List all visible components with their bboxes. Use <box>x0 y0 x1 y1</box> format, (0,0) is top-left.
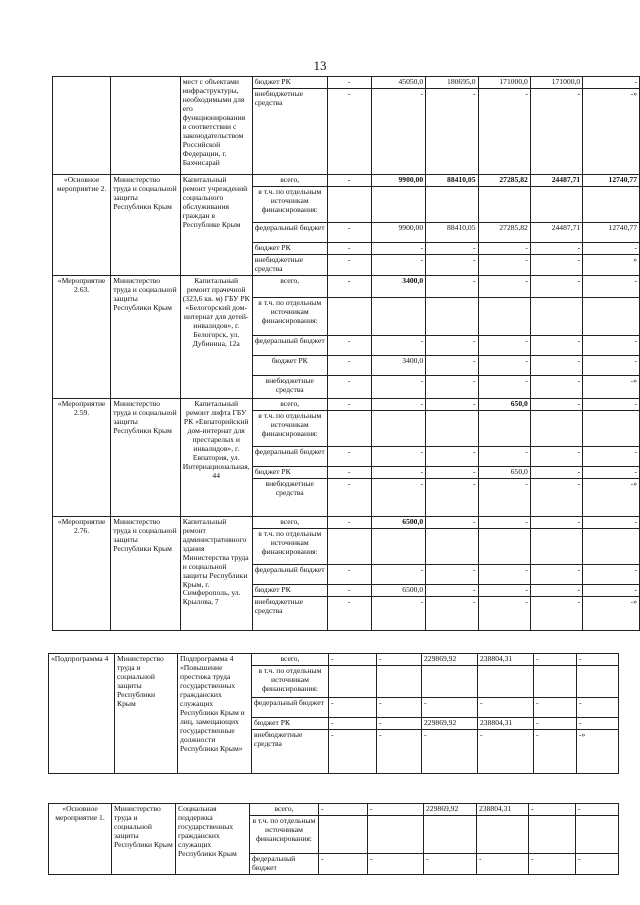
event-code-cell: «Мероприятие 2.59. <box>53 398 111 516</box>
value-cell <box>426 187 478 223</box>
event-name-cell: Капитальный ремонт административного здания Министерства труда и социальной защиты Республики Крым, г. Симферополь, ул. Крылова, 7 <box>180 516 252 630</box>
value-cell: - <box>327 223 371 243</box>
value-cell: 24487,71 <box>530 223 582 243</box>
executor-cell: Министерство труда и социальной защиты Республики Крым <box>111 516 181 630</box>
value-cell: 9900,00 <box>371 223 426 243</box>
value-cell: 27285,82 <box>478 175 530 187</box>
value-cell: - <box>327 564 371 584</box>
value-cell: - <box>426 335 478 355</box>
value-cell <box>583 187 640 223</box>
value-cell: - <box>583 77 640 89</box>
value-cell <box>583 410 640 446</box>
source-cell: федеральный бюджет <box>252 698 329 718</box>
event-code-cell: «Основное мероприятие 2. <box>53 175 111 276</box>
value-cell: - <box>371 243 426 255</box>
value-cell: - <box>583 355 640 375</box>
value-cell: - <box>583 466 640 478</box>
value-cell: - <box>529 854 576 875</box>
value-cell <box>530 410 582 446</box>
value-cell: - <box>426 255 478 276</box>
value-cell: 3400,0 <box>371 275 426 297</box>
value-cell: - <box>329 718 377 730</box>
value-cell: - <box>371 89 426 175</box>
table-row <box>53 175 640 187</box>
value-cell: - <box>478 596 530 630</box>
value-cell: - <box>583 446 640 466</box>
value-cell: - <box>583 243 640 255</box>
value-cell: 650,0 <box>478 398 530 410</box>
value-cell: - <box>477 854 529 875</box>
value-cell: - <box>319 854 368 875</box>
financing-table-main-event-1 <box>48 803 619 875</box>
value-cell: - <box>327 255 371 276</box>
value-cell <box>478 410 530 446</box>
table-row <box>53 398 640 410</box>
source-cell: бюджет РК <box>252 243 327 255</box>
value-cell: 238804,31 <box>477 804 529 816</box>
value-cell: -» <box>583 375 640 398</box>
value-cell: - <box>377 654 422 666</box>
value-cell <box>327 297 371 335</box>
value-cell: - <box>377 730 422 774</box>
event-name-cell: Капитальный ремонт учреждений социального обслуживания граждан в Республике Крым <box>180 175 252 276</box>
source-cell: бюджет РК <box>252 466 327 478</box>
value-cell: - <box>530 255 582 276</box>
source-cell: внебюджетные средства <box>252 375 327 398</box>
value-cell: 650,0 <box>478 466 530 478</box>
value-cell: - <box>426 89 478 175</box>
event-name-cell: мест с объектами инфраструктуры, необходимыми для его функционирования в соответствии с законодательством Российской Федерации, г. Бахчисарай <box>180 77 252 175</box>
value-cell: - <box>530 275 582 297</box>
source-cell: в т.ч. по отдельным источникам финансирования: <box>252 528 327 564</box>
value-cell: - <box>319 804 368 816</box>
value-cell: - <box>377 718 422 730</box>
source-cell: федеральный бюджет <box>252 446 327 466</box>
event-code-cell: «Подпрограмма 4 <box>49 654 115 774</box>
value-cell: - <box>478 89 530 175</box>
value-cell: - <box>371 335 426 355</box>
value-cell: - <box>329 730 377 774</box>
value-cell: - <box>327 77 371 89</box>
value-cell: - <box>534 654 577 666</box>
source-cell: всего, <box>252 175 327 187</box>
value-cell: - <box>426 516 478 528</box>
value-cell <box>478 297 530 335</box>
value-cell: 238804,31 <box>478 654 534 666</box>
value-cell <box>377 666 422 698</box>
event-code-cell: «Основное мероприятие 1. <box>49 804 112 875</box>
value-cell: - <box>426 398 478 410</box>
value-cell <box>478 187 530 223</box>
value-cell: - <box>426 355 478 375</box>
value-cell <box>478 666 534 698</box>
event-code-cell: «Мероприятие 2.63. <box>53 275 111 398</box>
value-cell: 12740,77 <box>583 175 640 187</box>
financing-table-subprogram-4 <box>48 653 619 774</box>
value-cell: - <box>426 243 478 255</box>
value-cell: 9900,00 <box>371 175 426 187</box>
value-cell: - <box>371 446 426 466</box>
value-cell: 6500,0 <box>371 516 426 528</box>
value-cell: - <box>478 355 530 375</box>
source-cell: внебюджетные средства <box>252 89 327 175</box>
value-cell: - <box>583 516 640 528</box>
value-cell <box>534 666 577 698</box>
value-cell: -» <box>583 596 640 630</box>
value-cell: -» <box>583 478 640 516</box>
event-code-cell: «Мероприятие 2.76. <box>53 516 111 630</box>
value-cell: - <box>371 398 426 410</box>
value-cell: - <box>530 478 582 516</box>
value-cell: 180695,0 <box>426 77 478 89</box>
value-cell: - <box>327 398 371 410</box>
executor-cell: Министерство труда и социальной защиты Республики Крым <box>111 175 181 276</box>
value-cell <box>576 816 619 854</box>
value-cell: - <box>478 243 530 255</box>
source-cell: федеральный бюджет <box>252 223 327 243</box>
value-cell: - <box>529 804 576 816</box>
value-cell: - <box>583 275 640 297</box>
value-cell: - <box>576 804 619 816</box>
source-cell: всего, <box>250 804 319 816</box>
value-cell: - <box>329 698 377 718</box>
value-cell: - <box>426 446 478 466</box>
source-cell: внебюджетные средства <box>252 730 329 774</box>
source-cell: бюджет РК <box>252 584 327 596</box>
value-cell: - <box>530 398 582 410</box>
value-cell <box>426 410 478 446</box>
value-cell: - <box>478 255 530 276</box>
value-cell: - <box>327 466 371 478</box>
value-cell: 27285,82 <box>478 223 530 243</box>
table-row <box>53 77 640 89</box>
value-cell: - <box>530 446 582 466</box>
table-row <box>49 804 619 816</box>
value-cell <box>327 187 371 223</box>
value-cell: - <box>327 89 371 175</box>
value-cell <box>319 816 368 854</box>
value-cell: 45050,0 <box>371 77 426 89</box>
value-cell: 88410,05 <box>426 175 478 187</box>
value-cell: 171000,0 <box>478 77 530 89</box>
value-cell <box>329 666 377 698</box>
value-cell <box>371 297 426 335</box>
value-cell: - <box>327 584 371 596</box>
value-cell: » <box>583 255 640 276</box>
source-cell: в т.ч. по отдельным источникам финансирования: <box>250 816 319 854</box>
value-cell: - <box>426 275 478 297</box>
value-cell: 171000,0 <box>530 77 582 89</box>
value-cell: -» <box>577 730 619 774</box>
source-cell: в т.ч. по отдельным источникам финансирования: <box>252 666 329 698</box>
value-cell <box>371 410 426 446</box>
value-cell: - <box>478 698 534 718</box>
source-cell: бюджет РК <box>252 718 329 730</box>
value-cell: - <box>327 516 371 528</box>
value-cell: - <box>577 698 619 718</box>
value-cell: - <box>327 478 371 516</box>
value-cell: - <box>576 854 619 875</box>
value-cell: 12740,77 <box>583 223 640 243</box>
value-cell: - <box>327 375 371 398</box>
event-name-cell: Социальная поддержка государственных гражданских служащих Республики Крым <box>176 804 250 875</box>
value-cell <box>583 297 640 335</box>
source-cell: в т.ч. по отдельным источникам финансирования: <box>252 187 327 223</box>
value-cell: - <box>426 375 478 398</box>
value-cell: - <box>371 255 426 276</box>
value-cell <box>529 816 576 854</box>
value-cell: - <box>530 243 582 255</box>
executor-cell: Министерство труда и социальной защиты Республики Крым <box>115 654 178 774</box>
value-cell: - <box>478 516 530 528</box>
event-name-cell: Капитальный ремонт прачечной (323,6 кв. м) ГБУ РК «Белогорский дом-интернат для детей-инвалидов», г. Белогорск, ул. Дубинина, 12а <box>180 275 252 398</box>
value-cell: - <box>530 466 582 478</box>
value-cell: - <box>583 398 640 410</box>
value-cell: - <box>577 654 619 666</box>
value-cell: - <box>530 375 582 398</box>
value-cell: - <box>478 275 530 297</box>
value-cell: - <box>534 698 577 718</box>
value-cell: - <box>478 730 534 774</box>
cell <box>111 77 181 175</box>
event-name-cell: Подпрограмма 4 «Повышение престижа труда государственных гражданских служащих Республики Крым и лиц, замещающих государственные должности Республики Крым» <box>178 654 252 774</box>
source-cell: бюджет РК <box>252 77 327 89</box>
financing-table-main <box>52 76 640 631</box>
value-cell: - <box>377 698 422 718</box>
source-cell: всего, <box>252 516 327 528</box>
value-cell: - <box>327 275 371 297</box>
value-cell: - <box>534 730 577 774</box>
source-cell: внебюджетные средства <box>252 596 327 630</box>
value-cell: - <box>327 335 371 355</box>
value-cell: - <box>327 175 371 187</box>
value-cell <box>530 297 582 335</box>
value-cell: - <box>583 584 640 596</box>
value-cell <box>424 816 477 854</box>
value-cell: - <box>368 804 424 816</box>
value-cell <box>477 816 529 854</box>
value-cell: - <box>327 355 371 375</box>
value-cell: - <box>426 564 478 584</box>
cell <box>53 77 111 175</box>
value-cell: - <box>368 854 424 875</box>
value-cell <box>478 528 530 564</box>
value-cell <box>368 816 424 854</box>
value-cell: - <box>426 584 478 596</box>
value-cell: - <box>371 564 426 584</box>
value-cell: - <box>530 89 582 175</box>
executor-cell: Министерство труда и социальной защиты Республики Крым <box>111 398 181 516</box>
source-cell: всего, <box>252 275 327 297</box>
value-cell: - <box>371 375 426 398</box>
value-cell: - <box>426 466 478 478</box>
source-cell: бюджет РК <box>252 355 327 375</box>
value-cell: - <box>371 596 426 630</box>
value-cell: - <box>371 466 426 478</box>
value-cell: 88410,05 <box>426 223 478 243</box>
value-cell: - <box>530 564 582 584</box>
executor-cell: Министерство труда и социальной защиты Республики Крым <box>112 804 176 875</box>
value-cell: 229869,92 <box>424 804 477 816</box>
value-cell: - <box>422 730 478 774</box>
source-cell: в т.ч. по отдельным источникам финансирования: <box>252 410 327 446</box>
value-cell: - <box>530 584 582 596</box>
value-cell: 229869,92 <box>422 654 478 666</box>
table-row <box>53 516 640 528</box>
value-cell: - <box>534 718 577 730</box>
value-cell: - <box>478 584 530 596</box>
value-cell: - <box>583 335 640 355</box>
value-cell: 238804,31 <box>478 718 534 730</box>
value-cell: - <box>478 335 530 355</box>
value-cell <box>371 187 426 223</box>
event-name-cell: Капитальный ремонт лифта ГБУ РК «Евпаторийский дом-интернат для престарелых и инвалидов», г. Евпатория, ул. Интернациональная, 44 <box>180 398 252 516</box>
value-cell: - <box>530 335 582 355</box>
table-row <box>49 654 619 666</box>
value-cell <box>371 528 426 564</box>
source-cell: всего, <box>252 398 327 410</box>
value-cell: - <box>371 478 426 516</box>
value-cell: - <box>577 718 619 730</box>
value-cell: - <box>478 478 530 516</box>
value-cell: - <box>478 564 530 584</box>
value-cell: - <box>327 446 371 466</box>
value-cell <box>327 410 371 446</box>
value-cell: - <box>426 596 478 630</box>
executor-cell: Министерство труда и социальной защиты Республики Крым <box>111 275 181 398</box>
value-cell: 229869,92 <box>422 718 478 730</box>
value-cell: - <box>422 698 478 718</box>
value-cell <box>577 666 619 698</box>
value-cell: - <box>583 564 640 584</box>
value-cell: - <box>424 854 477 875</box>
source-cell: федеральный бюджет <box>252 564 327 584</box>
source-cell: всего, <box>252 654 329 666</box>
source-cell: федеральный бюджет <box>250 854 319 875</box>
value-cell <box>426 528 478 564</box>
value-cell: - <box>327 596 371 630</box>
value-cell: - <box>478 375 530 398</box>
value-cell: - <box>530 516 582 528</box>
source-cell: внебюджетные средства <box>252 478 327 516</box>
value-cell: 3400,0 <box>371 355 426 375</box>
value-cell: 24487,71 <box>530 175 582 187</box>
table-row <box>53 275 640 297</box>
value-cell: - <box>478 446 530 466</box>
value-cell <box>426 297 478 335</box>
value-cell: - <box>327 243 371 255</box>
value-cell: - <box>426 478 478 516</box>
value-cell <box>583 528 640 564</box>
value-cell: - <box>329 654 377 666</box>
value-cell <box>327 528 371 564</box>
value-cell <box>530 528 582 564</box>
value-cell: - <box>530 355 582 375</box>
source-cell: федеральный бюджет <box>252 335 327 355</box>
source-cell: внебюджетные средства <box>252 255 327 276</box>
value-cell: -» <box>583 89 640 175</box>
value-cell: 6500,0 <box>371 584 426 596</box>
value-cell: - <box>530 596 582 630</box>
value-cell <box>530 187 582 223</box>
page-number: 13 <box>313 58 327 73</box>
source-cell: в т.ч. по отдельным источникам финансирования: <box>252 297 327 335</box>
value-cell <box>422 666 478 698</box>
